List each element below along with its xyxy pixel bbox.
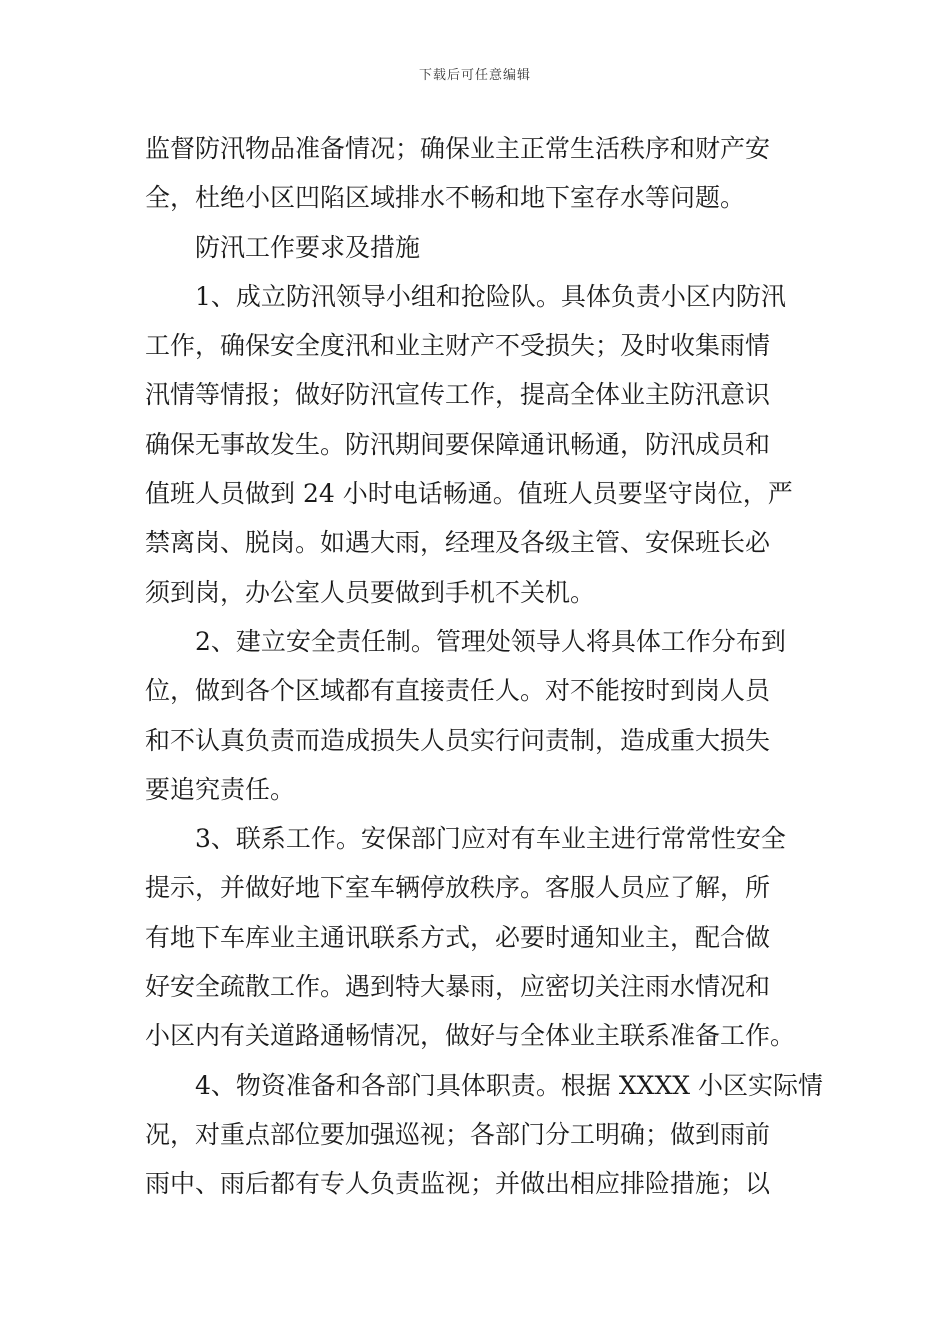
text-line: 工作，确保安全度汛和业主财产不受损失；及时收集雨情 [145, 331, 771, 361]
paragraph-start-2: 2、建立安全责任制。管理处领导人将具体工作分布到 [195, 626, 786, 656]
text-line: 和不认真负责而造成损失人员实行问责制，造成重大损失 [145, 725, 771, 755]
text-line: 小区内有关道路通畅情况，做好与全体业主联系准备工作。 [145, 1021, 796, 1051]
text-line: 须到岗，办公室人员要做到手机不关机。 [145, 577, 596, 607]
text-line: 禁离岗、脱岗。如遇大雨，经理及各级主管、安保班长必 [145, 528, 771, 558]
document-body [145, 124, 823, 1209]
text-line: 有地下车库业主通讯联系方式，必要时通知业主，配合做 [145, 922, 771, 952]
paragraph-start-3: 3、联系工作。安保部门应对有车业主进行常常性安全 [195, 824, 786, 854]
text-line: 好安全疏散工作。遇到特大暴雨，应密切关注雨水情况和 [145, 972, 771, 1002]
text-line: 汛情等情报；做好防汛宣传工作，提高全体业主防汛意识 [145, 380, 771, 410]
section-heading: 防汛工作要求及措施 [195, 232, 421, 262]
text-line: 雨中、雨后都有专人负责监视；并做出相应排险措施；以 [145, 1169, 771, 1199]
text-line: 况，对重点部位要加强巡视；各部门分工明确；做到雨前 [145, 1119, 771, 1149]
page-header-note: 下载后可任意编辑 [418, 68, 531, 83]
text-line: 监督防汛物品准备情况；确保业主正常生活秩序和财产安 [145, 134, 771, 163]
paragraph-start-4: 4、物资准备和各部门具体职责。根据 XXXX 小区实际情 [195, 1070, 823, 1100]
paragraph-start-1: 1、成立防汛领导小组和抢险队。具体负责小区内防汛 [195, 281, 786, 311]
text-line: 确保无事故发生。防汛期间要保障通讯畅通，防汛成员和 [145, 429, 771, 459]
text-line: 要追究责任。 [145, 774, 296, 804]
text-line: 全，杜绝小区凹陷区域排水不畅和地下室存水等问题。 [145, 183, 746, 213]
text-line: 提示，并做好地下室车辆停放秩序。客服人员应了解，所 [145, 873, 771, 903]
text-line: 位，做到各个区域都有直接责任人。对不能按时到岗人员 [145, 676, 771, 706]
text-line: 值班人员做到 24 小时电话畅通。值班人员要坚守岗位，严 [145, 479, 793, 509]
